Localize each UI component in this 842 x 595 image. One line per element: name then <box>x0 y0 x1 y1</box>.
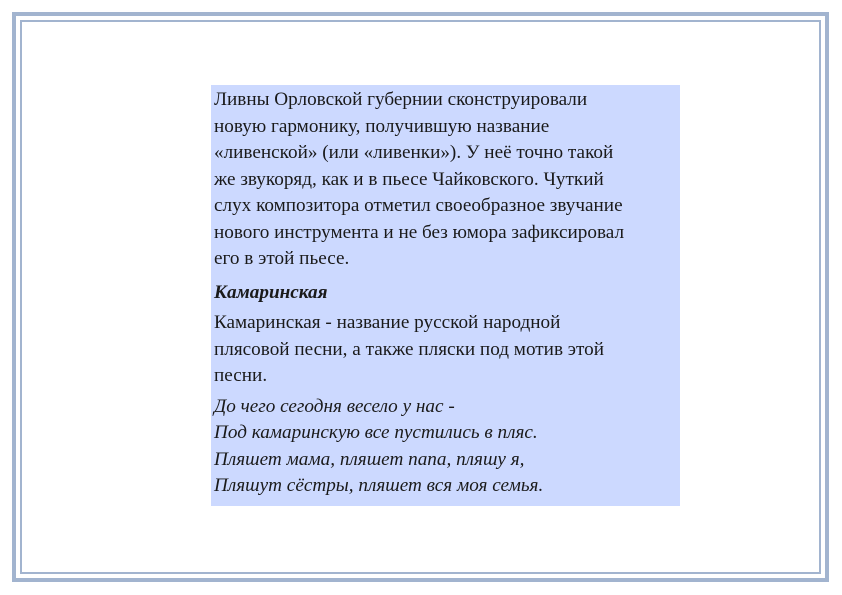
paragraph-kamarinskaya-definition: Камаринская - название русской народной плясовой песни, а также пляски под мотив этой песни. <box>214 312 605 386</box>
verse-line: Под камаринскую все пустились в пляс. <box>214 422 538 443</box>
text-block <box>211 85 680 506</box>
verse-line: До чего сегодня весело у нас - <box>214 395 455 417</box>
verse-line: Пляшут сёстры, пляшет вся моя семья. <box>214 475 544 496</box>
verse-block <box>214 394 680 500</box>
heading-kamarinskaya: Камаринская <box>214 281 328 303</box>
paragraph-livenka: Ливны Орловской губернии сконструировали новую гармонику, получившую название «ливенской» (или «ливенки»). У неё точно такой же звукоряд, как и в пьесе Чайковского. Чуткий слух композитора отметил своеобразное звучание нового инструмента и не без юмора зафиксировал его в этой пьесе. <box>214 89 625 269</box>
verse-line: Пляшет мама, пляшет папа, пляшу я, <box>214 448 525 470</box>
